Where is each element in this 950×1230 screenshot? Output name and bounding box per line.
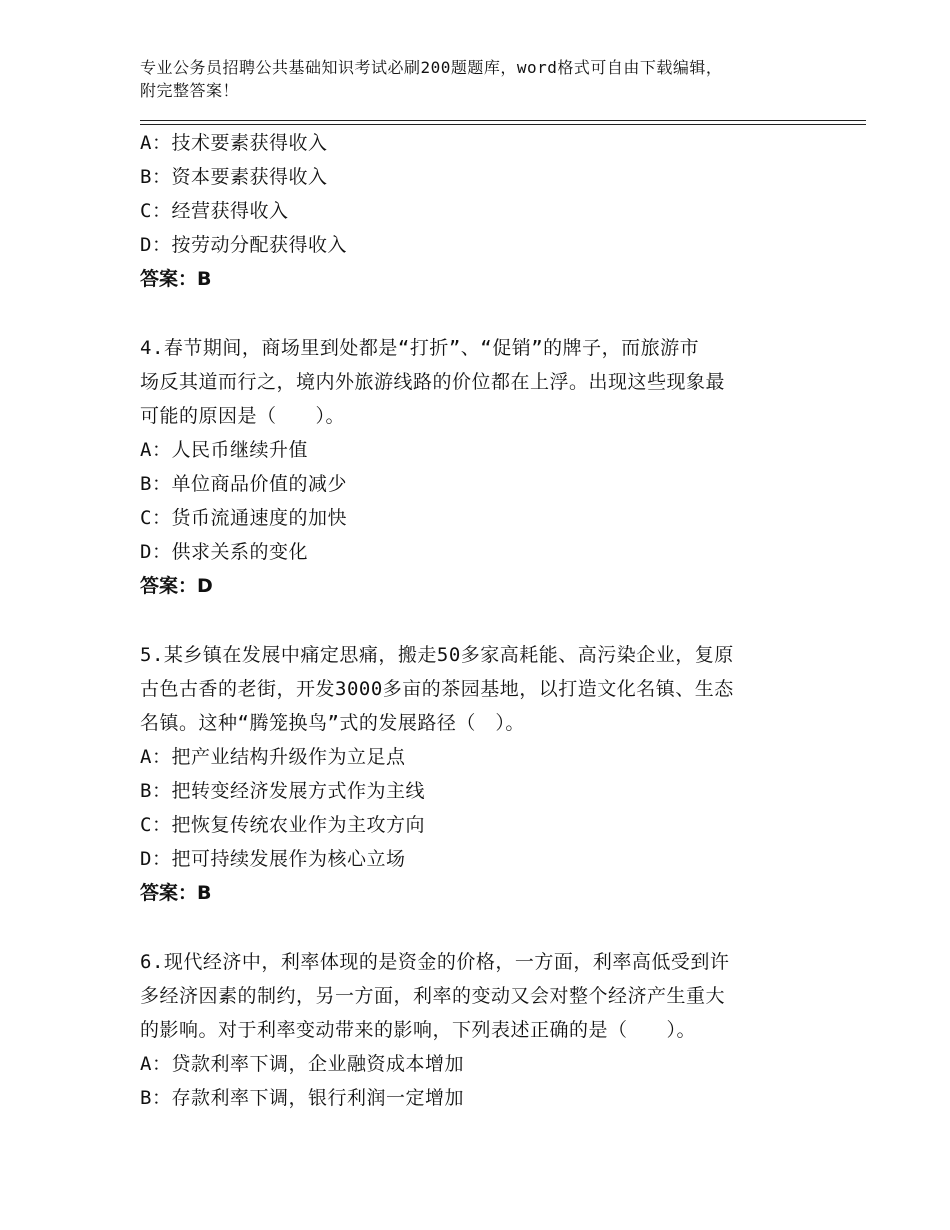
option-b: B：单位商品价值的减少 — [140, 473, 347, 495]
option-a: A：人民币继续升值 — [140, 439, 308, 461]
question-stem-line: 可能的原因是（ ）。 — [140, 405, 346, 427]
question-stem-line: 场反其道而行之，境内外旅游线路的价位都在上浮。出现这些现象最 — [140, 371, 726, 393]
question-gap — [140, 603, 840, 638]
question-stem-line: 5.某乡镇在发展中痛定思痛，搬走50多家高耗能、高污染企业，复原 — [140, 644, 734, 666]
answer-label: 答案：B — [140, 268, 212, 290]
header-line-2: 附完整答案！ — [140, 81, 240, 100]
option-b: B：存款利率下调，银行利润一定增加 — [140, 1087, 464, 1109]
question-6 — [140, 945, 840, 1115]
option-c: C：货币流通速度的加快 — [140, 507, 347, 529]
question-3 — [140, 126, 840, 296]
option-b: B：资本要素获得收入 — [140, 166, 328, 188]
question-stem-line: 的影响。对于利率变动带来的影响，下列表述正确的是（ ）。 — [140, 1019, 697, 1041]
question-stem-line: 6.现代经济中，利率体现的是资金的价格，一方面，利率高低受到许 — [140, 951, 730, 973]
question-stem-line: 名镇。这种“腾笼换鸟”式的发展路径（ ）。 — [140, 712, 525, 734]
document-header — [140, 56, 840, 102]
question-5 — [140, 638, 840, 910]
header-divider-bottom — [140, 124, 866, 125]
option-c: C：把恢复传统农业作为主攻方向 — [140, 814, 425, 836]
option-a: A：贷款利率下调，企业融资成本增加 — [140, 1053, 464, 1075]
option-a: A：把产业结构升级作为立足点 — [140, 746, 406, 768]
question-gap — [140, 296, 840, 331]
option-d: D：把可持续发展作为核心立场 — [140, 848, 406, 870]
option-c: C：经营获得收入 — [140, 200, 289, 222]
answer-label: 答案：D — [140, 575, 213, 597]
question-stem-line: 古色古香的老街，开发3000多亩的茶园基地，以打造文化名镇、生态 — [140, 678, 734, 700]
question-4 — [140, 331, 840, 603]
option-b: B：把转变经济发展方式作为主线 — [140, 780, 425, 802]
question-list — [140, 126, 840, 1115]
answer-label: 答案：B — [140, 882, 212, 904]
question-stem-line: 4.春节期间，商场里到处都是“打折”、“促销”的牌子，而旅游市 — [140, 337, 700, 359]
header-divider-top — [140, 120, 866, 121]
option-d: D：供求关系的变化 — [140, 541, 308, 563]
question-stem-line: 多经济因素的制约，另一方面，利率的变动又会对整个经济产生重大 — [140, 985, 726, 1007]
option-a: A：技术要素获得收入 — [140, 132, 328, 154]
question-gap — [140, 910, 840, 945]
header-line-1: 专业公务员招聘公共基础知识考试必刷200题题库，word格式可自由下载编辑， — [140, 58, 723, 77]
option-d: D：按劳动分配获得收入 — [140, 234, 347, 256]
